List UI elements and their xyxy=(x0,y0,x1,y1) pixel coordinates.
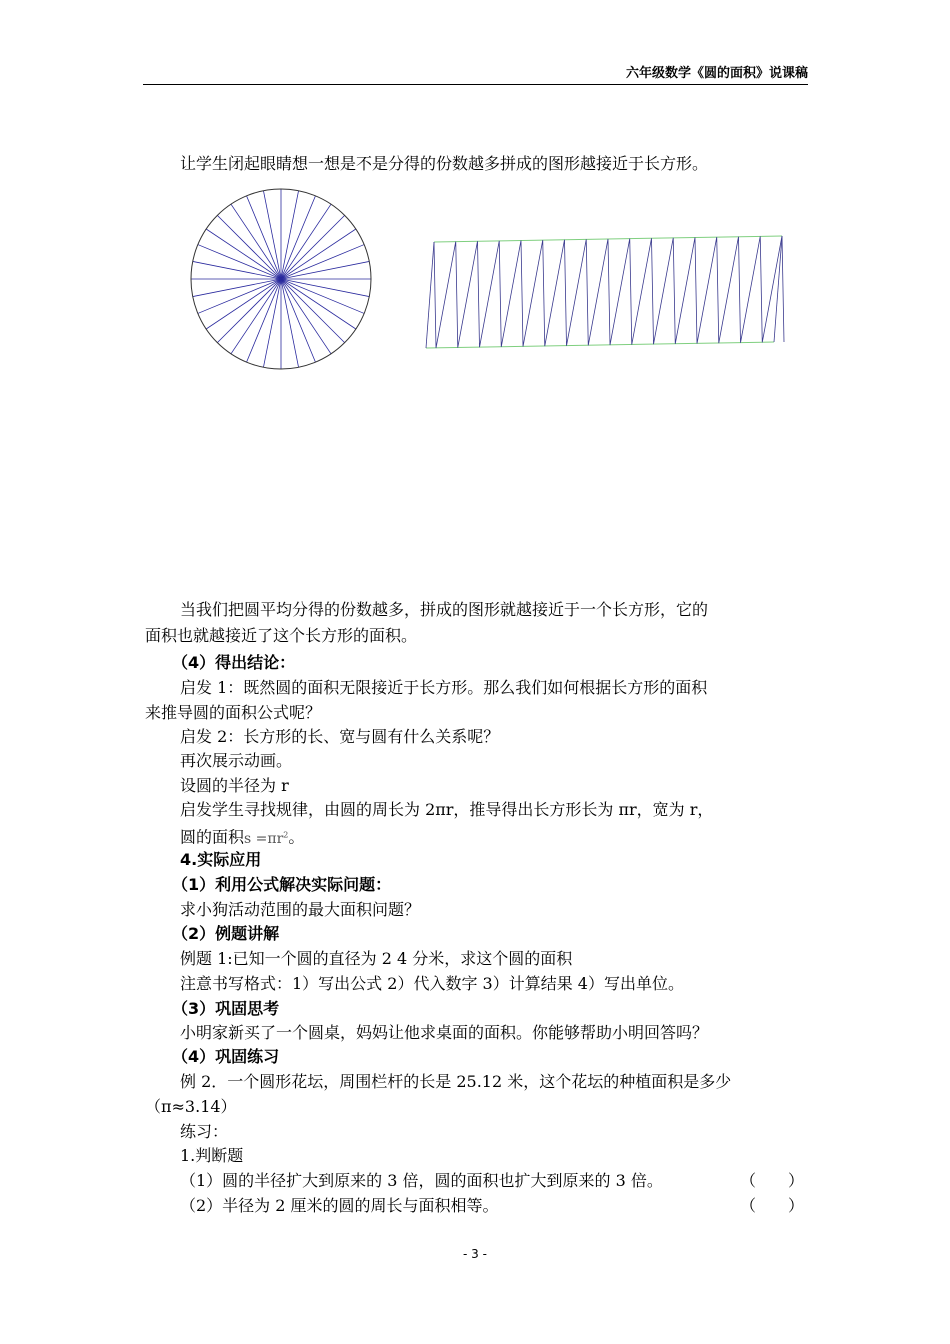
judge-item-1: （1）圆的半径扩大到原来的 3 倍，圆的面积也扩大到原来的 3 倍。 xyxy=(180,1171,663,1190)
judge-item-2: （2）半径为 2 厘米的圆的周长与面积相等。 xyxy=(180,1196,499,1215)
rule-line2-suffix: 。 xyxy=(288,827,305,847)
rule-line2-prefix: 圆的面积 xyxy=(180,827,245,847)
page-number: - 3 - xyxy=(463,1247,487,1261)
round-table-question: 小明家新买了一个圆桌，妈妈让他求桌面的面积。你能够帮助小明回答吗？ xyxy=(180,1023,709,1042)
rearranged-rectangle-figure xyxy=(420,232,790,352)
heading-consolidate-think: （3）巩固思考 xyxy=(172,999,280,1018)
rect-bottom-edge xyxy=(426,342,774,348)
example2-line2: （π≈3.14） xyxy=(145,1097,237,1116)
area-formula: $s =\pi r^2$ xyxy=(244,830,289,847)
example1: 例题 1:已知一个圆的直径为 2 4 分米，求这个圆的面积 xyxy=(180,949,573,968)
show-animation: 再次展示动画。 xyxy=(180,751,293,770)
judge-heading: 1.判断题 xyxy=(180,1146,244,1165)
example2-line1: 例 2．一个圆形花坛，周围栏杆的长是 25.12 米，这个花坛的种植面积是多少 xyxy=(180,1072,732,1091)
dog-question: 求小狗活动范围的最大面积问题？ xyxy=(180,900,421,919)
judge-item-1-answer: （ ） xyxy=(740,1171,805,1190)
heading-consolidate-practice: （4）巩固练习 xyxy=(172,1047,280,1066)
rule-line1: 启发学生寻找规律，由圆的周长为 2πr，推导得出长方形长为 πr，宽为 r， xyxy=(180,800,714,819)
heading-use-formula: （1）利用公式解决实际问题： xyxy=(172,875,392,894)
divided-circle-figure xyxy=(186,184,376,374)
sector-zigzag xyxy=(434,236,784,348)
para1-line2: 面积也就越接近了这个长方形的面积。 xyxy=(145,626,418,645)
hint2: 启发 2：长方形的长、宽与圆有什么关系呢？ xyxy=(180,727,500,746)
hint1-line2: 来推导圆的面积公式呢？ xyxy=(145,703,322,722)
page-header: 六年级数学《圆的面积》说课稿 xyxy=(625,66,808,81)
hint1-line1: 启发 1：既然圆的面积无限接近于长方形。那么我们如何根据长方形的面积 xyxy=(180,678,708,697)
writing-format-note: 注意书写格式：1）写出公式 2）代入数字 3）计算结果 4）写出单位。 xyxy=(180,974,684,993)
rect-side-edge xyxy=(774,236,782,342)
heading-example: （2）例题讲解 xyxy=(172,924,280,943)
header-rule xyxy=(143,84,808,85)
practice-label: 练习： xyxy=(180,1122,229,1141)
heading-conclusion: （4）得出结论： xyxy=(172,653,296,672)
set-radius: 设圆的半径为 r xyxy=(180,776,289,795)
para1-line1: 当我们把圆平均分得的份数越多，拼成的图形就越接近于一个长方形，它的 xyxy=(180,600,709,619)
rule-line2 xyxy=(180,825,304,849)
rect-side-edge xyxy=(426,242,434,348)
intro-text: 让学生闭起眼睛想一想是不是分得的份数越多拼成的图形越接近于长方形。 xyxy=(180,154,709,173)
judge-item-2-answer: （ ） xyxy=(740,1196,805,1215)
heading-application: 4.实际应用 xyxy=(180,850,262,869)
